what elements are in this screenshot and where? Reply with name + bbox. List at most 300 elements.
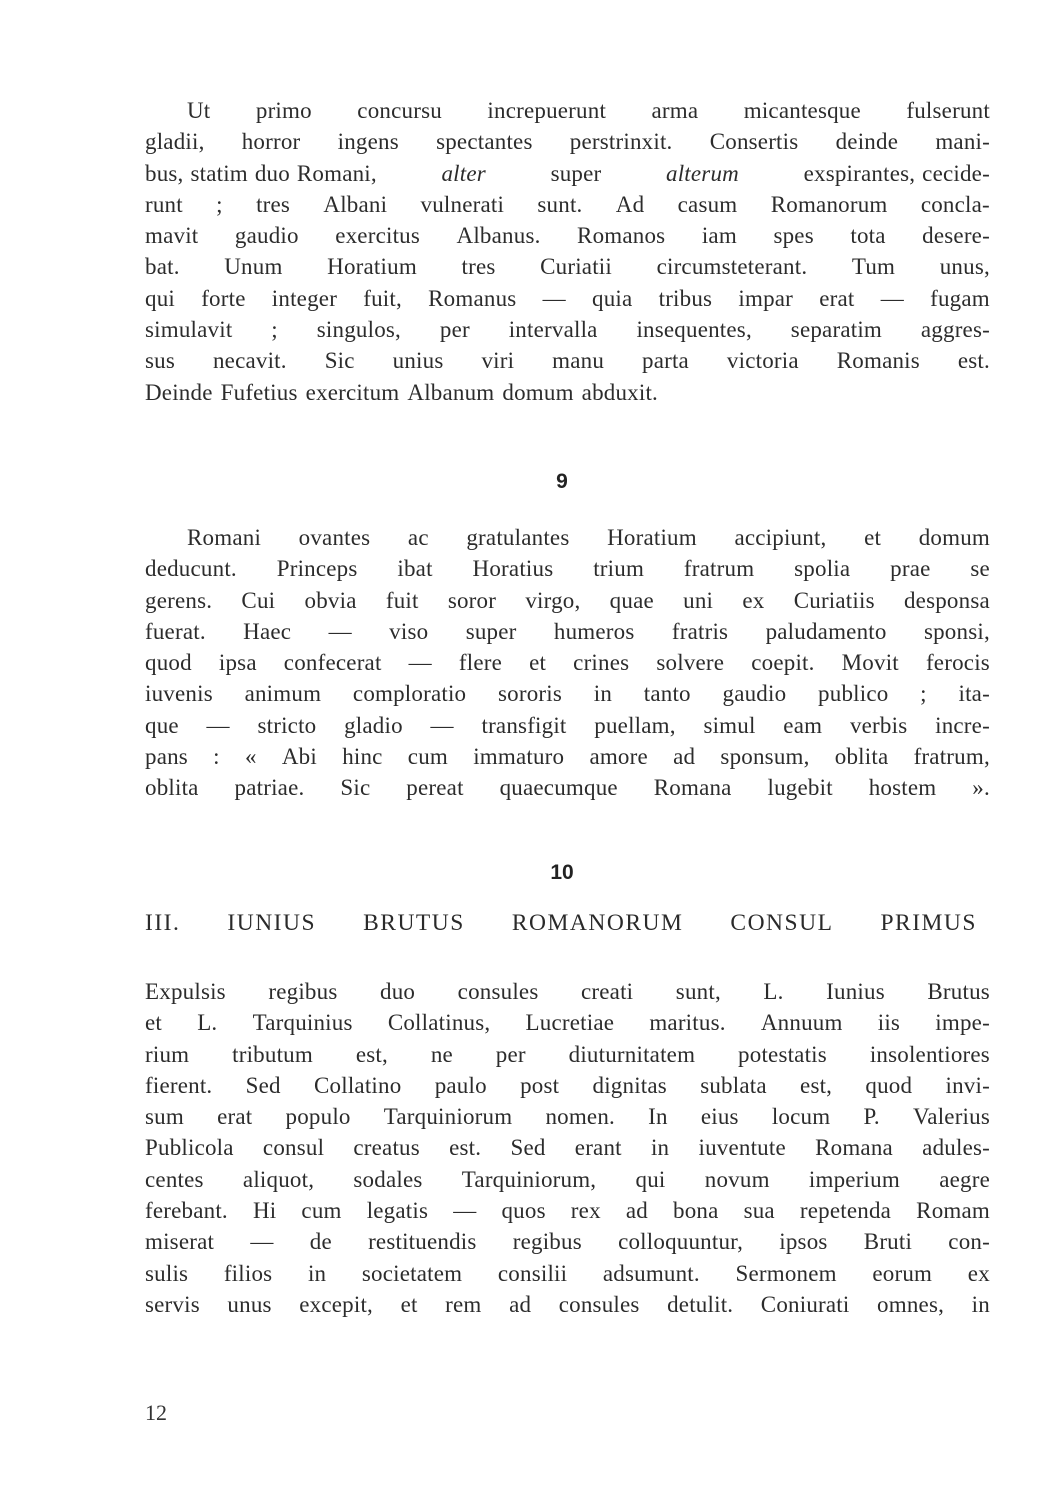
word: consilii: [497, 1260, 568, 1286]
word: accipiunt,: [734, 525, 827, 550]
word: transfigit: [481, 712, 567, 738]
text-line-italic-mix: [145, 158, 990, 189]
word: simul: [703, 712, 756, 738]
word: quod: [865, 1072, 913, 1098]
text-line: [145, 189, 990, 220]
word: prae: [890, 556, 931, 582]
word: impe-: [935, 1010, 990, 1036]
word: concursu: [357, 98, 442, 123]
word: super: [465, 618, 517, 644]
word: servis: [145, 1291, 200, 1317]
word: Deinde: [145, 379, 213, 405]
word: eorum: [872, 1260, 933, 1286]
word: sponsi,: [923, 618, 990, 644]
word: Horatius: [472, 556, 554, 582]
word: paludamento: [765, 618, 887, 644]
word: sodales: [353, 1166, 423, 1192]
word: de: [309, 1229, 332, 1255]
word: iam: [701, 223, 737, 249]
text-segment-italic: alter: [441, 160, 486, 186]
text-segment: super: [550, 160, 602, 186]
word: imperium: [808, 1166, 900, 1192]
word: Coniurati: [760, 1291, 850, 1317]
text-line: [145, 251, 990, 282]
word: erant: [574, 1135, 622, 1161]
word: Haec: [243, 618, 292, 644]
text-segment-italic: alterum: [666, 160, 739, 186]
word: gaudio: [234, 223, 299, 249]
word: Romanis: [836, 348, 920, 374]
word: In: [648, 1104, 668, 1130]
word: quod: [145, 650, 192, 676]
word: desere-: [922, 223, 990, 249]
word: quae: [609, 587, 654, 613]
word: unus,: [939, 254, 990, 280]
word: cum: [407, 744, 448, 770]
word: et: [145, 1010, 162, 1036]
word: societatem: [361, 1260, 463, 1286]
word: immaturo: [473, 744, 565, 770]
word: Albanum: [407, 379, 495, 405]
word: lugebit: [767, 775, 833, 801]
word: quaecumque: [499, 775, 618, 801]
word: exercitus: [335, 223, 421, 249]
word: exercitum: [305, 379, 400, 405]
word: aliquot,: [242, 1166, 315, 1192]
text-line: [145, 678, 990, 709]
word: ex: [967, 1260, 990, 1286]
word: insequentes,: [636, 317, 752, 343]
word: eius: [700, 1104, 739, 1130]
text-line: [145, 976, 990, 1007]
word: gladii,: [145, 129, 205, 155]
word: sunt,: [675, 979, 721, 1004]
word: trium: [593, 556, 645, 582]
word: Cui: [241, 587, 276, 613]
word: viso: [389, 618, 429, 644]
word: fuit,: [363, 285, 402, 311]
word: Lucretiae: [525, 1010, 615, 1036]
word: centes: [145, 1166, 204, 1192]
text-line: [145, 710, 990, 741]
word: fuit: [385, 587, 419, 613]
word: confecerat: [283, 650, 382, 676]
word: horror: [241, 129, 301, 155]
word: primo: [255, 98, 312, 123]
word: Annuum: [760, 1010, 843, 1036]
word: per: [439, 317, 470, 343]
word: ferocis: [925, 650, 990, 676]
word: Publicola: [145, 1135, 234, 1161]
word: —: [453, 1198, 477, 1224]
text-segment: bus, statim duo Romani,: [145, 160, 377, 186]
word: Romanorum: [770, 191, 888, 217]
word: con-: [948, 1229, 990, 1255]
word: fugam: [930, 285, 990, 311]
word: flere: [458, 650, 503, 676]
word: paulo: [434, 1072, 487, 1098]
word: Romam: [916, 1198, 990, 1224]
word: Consertis: [709, 129, 799, 155]
word: Romani: [187, 525, 262, 550]
word: in: [593, 681, 613, 707]
chapter-heading: [145, 910, 977, 937]
word: rem: [445, 1291, 482, 1317]
paragraph-3: [145, 976, 990, 1320]
word: Curiatii: [540, 254, 612, 280]
word: colloquuntur,: [618, 1229, 744, 1255]
word: consules: [457, 979, 539, 1004]
text-line: [145, 1195, 990, 1226]
word: Sed: [245, 1072, 281, 1098]
word: virgo,: [525, 587, 581, 613]
word: comploratio: [352, 681, 467, 707]
word: Unum: [224, 254, 283, 280]
word: detulit.: [667, 1291, 734, 1317]
word: populo: [285, 1104, 351, 1130]
word: ipsa: [218, 650, 257, 676]
word: et: [529, 650, 547, 676]
word: dignitas: [592, 1072, 667, 1098]
word: publico: [818, 681, 889, 707]
word: coepit.: [751, 650, 815, 676]
word: —: [542, 285, 566, 311]
word: ingens: [337, 129, 399, 155]
word: mavit: [145, 223, 199, 249]
word: domum: [502, 379, 574, 405]
word: domum: [918, 525, 990, 550]
word: —: [408, 650, 432, 676]
word: diuturnitatem: [568, 1041, 696, 1067]
word: sororis: [497, 681, 562, 707]
word: quos: [501, 1198, 546, 1224]
word: insolentiores: [869, 1041, 990, 1067]
word: simulavit: [145, 317, 233, 343]
word: concla-: [920, 191, 990, 217]
text-line: [145, 1164, 990, 1195]
word: unus: [227, 1291, 272, 1317]
word: Expulsis: [145, 979, 226, 1004]
word: bona: [673, 1198, 719, 1224]
word: cum: [301, 1198, 342, 1224]
word: erat: [819, 285, 855, 311]
word: tres: [256, 191, 291, 217]
heading-word: III.: [145, 910, 181, 936]
word: que: [145, 712, 179, 738]
word: adules-: [922, 1135, 990, 1161]
word: Horatium: [327, 254, 417, 280]
word: omnes,: [877, 1291, 945, 1317]
word: in: [971, 1291, 990, 1317]
word: Sic: [340, 775, 371, 801]
word: intervalla: [508, 317, 598, 343]
word: Sic: [324, 348, 355, 374]
heading-word: IUNIUS: [227, 910, 317, 936]
word: tribus: [658, 285, 713, 311]
word: in: [650, 1135, 670, 1161]
text-line: [145, 1070, 990, 1101]
word: fratris: [671, 618, 729, 644]
word: rex: [570, 1198, 601, 1224]
word: regibus: [268, 979, 338, 1004]
word: ;: [216, 191, 223, 217]
word: ad: [509, 1291, 532, 1317]
word: Sed: [510, 1135, 546, 1161]
word: Horatium: [607, 525, 697, 550]
word: Valerius: [913, 1104, 990, 1130]
word: Curiatiis: [793, 587, 875, 613]
text-line: [145, 95, 990, 126]
word: eam: [783, 712, 823, 738]
word: fratrum: [683, 556, 755, 582]
word: singulos,: [316, 317, 401, 343]
word: Albani: [323, 191, 388, 217]
word: circumsteterant.: [656, 254, 808, 280]
word: puellam,: [594, 712, 676, 738]
text-line: [145, 283, 990, 314]
word: adsumunt.: [602, 1260, 700, 1286]
word: Romana: [815, 1135, 893, 1161]
word: tota: [850, 223, 886, 249]
text-line: [145, 616, 990, 647]
word: ac: [407, 525, 429, 550]
word: ne: [430, 1041, 453, 1067]
word: fuerat.: [145, 618, 206, 644]
word: pereat: [406, 775, 464, 801]
word: Abi: [281, 744, 317, 770]
word: sublata: [700, 1072, 767, 1098]
paragraph-2: [145, 522, 990, 804]
word: humeros: [553, 618, 635, 644]
word: excepit,: [299, 1291, 374, 1317]
text-line: [145, 1258, 990, 1289]
word: et: [400, 1291, 418, 1317]
heading-word: BRUTUS: [363, 910, 465, 936]
text-line: [145, 1289, 990, 1320]
word: Collatino: [314, 1072, 402, 1098]
word: per: [495, 1041, 526, 1067]
word: separatim: [790, 317, 883, 343]
word: Romanos: [577, 223, 666, 249]
word: erat: [217, 1104, 253, 1130]
word: vulnerati: [420, 191, 505, 217]
word: sunt.: [537, 191, 583, 217]
word: ;: [920, 681, 927, 707]
word: ad: [625, 1198, 648, 1224]
word: uni: [683, 587, 714, 613]
word: —: [206, 712, 230, 738]
word: verbis: [849, 712, 908, 738]
word: Fufetius: [220, 379, 298, 405]
word: Princeps: [276, 556, 358, 582]
word: ex: [742, 587, 765, 613]
word: Romana: [653, 775, 732, 801]
word: fulserunt: [906, 98, 990, 123]
word: solvere: [656, 650, 725, 676]
word: qui: [145, 285, 175, 311]
word: est,: [800, 1072, 833, 1098]
word: Tarquinius: [252, 1010, 353, 1036]
word: tributum: [232, 1041, 313, 1067]
word: ad: [673, 744, 696, 770]
word: fratrum,: [913, 744, 990, 770]
word: increpuerunt: [487, 98, 607, 123]
text-line: [145, 1101, 990, 1132]
word: oblita: [834, 744, 889, 770]
word: runt: [145, 191, 183, 217]
word: desponsa: [903, 587, 990, 613]
word: gerens.: [145, 587, 213, 613]
word: —: [430, 712, 454, 738]
word: —: [328, 618, 352, 644]
word: fierent.: [145, 1072, 213, 1098]
word: consules: [558, 1291, 640, 1317]
text-segment: exspirantes, cecide-: [803, 160, 990, 186]
word: spes: [773, 223, 814, 249]
word: animum: [244, 681, 322, 707]
word: hostem: [868, 775, 937, 801]
word: Hi: [252, 1198, 277, 1224]
word: ferebant.: [145, 1198, 228, 1224]
paragraph-1: [145, 95, 990, 408]
word: abduxit.: [581, 379, 659, 405]
word: ;: [271, 317, 278, 343]
text-line: [145, 1007, 990, 1038]
word: «: [244, 744, 257, 770]
word: ovantes: [298, 525, 371, 550]
text-line: [145, 647, 990, 678]
word: locum: [771, 1104, 831, 1130]
word: Brutus: [927, 979, 990, 1004]
word: victoria: [726, 348, 799, 374]
word: casum: [677, 191, 738, 217]
word: Sermonem: [735, 1260, 837, 1286]
word: post: [520, 1072, 560, 1098]
word: deducunt.: [145, 556, 237, 582]
word: est,: [355, 1041, 388, 1067]
word: Tarquiniorum: [383, 1104, 513, 1130]
word: —: [250, 1229, 274, 1255]
word: sus: [145, 348, 176, 374]
heading-word: ROMANORUM: [511, 910, 684, 936]
word: gaudio: [722, 681, 787, 707]
word: :: [213, 744, 220, 770]
section-number-9: 9: [556, 470, 568, 493]
word: integer: [271, 285, 338, 311]
text-line: [145, 220, 990, 251]
word: gratulantes: [466, 525, 570, 550]
word: spectantes: [436, 129, 533, 155]
word: Collatinus,: [387, 1010, 491, 1036]
text-line: [145, 522, 990, 553]
text-line: [145, 345, 990, 376]
word: duo: [380, 979, 416, 1004]
word: Ad: [615, 191, 645, 217]
word: novum: [704, 1166, 770, 1192]
word: forte: [201, 285, 246, 311]
word: est.: [957, 348, 990, 374]
word: aegre: [939, 1166, 990, 1192]
word: arma: [651, 98, 699, 123]
word: rium: [145, 1041, 190, 1067]
word: quia: [592, 285, 633, 311]
word: L.: [763, 979, 784, 1004]
word: ipsos: [779, 1229, 828, 1255]
word: soror: [447, 587, 497, 613]
word: pans: [145, 744, 188, 770]
word: sum: [145, 1104, 184, 1130]
word: L.: [197, 1010, 218, 1036]
word: miserat: [145, 1229, 215, 1255]
word: in: [307, 1260, 327, 1286]
text-line: [145, 126, 990, 157]
text-line: [145, 377, 990, 408]
word: Ut: [187, 98, 211, 123]
word: ita-: [958, 681, 990, 707]
word: consul: [262, 1135, 325, 1161]
text-line: [145, 585, 990, 616]
word: oblita: [145, 775, 199, 801]
word: nomen.: [545, 1104, 615, 1130]
word: unius: [392, 348, 444, 374]
word: P.: [863, 1104, 880, 1130]
word: tres: [461, 254, 496, 280]
word: obvia: [304, 587, 357, 613]
word: impar: [738, 285, 794, 311]
word: crines: [573, 650, 630, 676]
word: parta: [642, 348, 689, 374]
word: Romanus: [428, 285, 517, 311]
word: micantesque: [743, 98, 861, 123]
word: Tum: [851, 254, 896, 280]
word: invi-: [945, 1072, 990, 1098]
word: aggres-: [920, 317, 990, 343]
word: sua: [743, 1198, 775, 1224]
word: repetenda: [799, 1198, 892, 1224]
word: amore: [589, 744, 648, 770]
word: incre-: [935, 712, 990, 738]
word: se: [970, 556, 990, 582]
word: Bruti: [863, 1229, 913, 1255]
word: est.: [449, 1135, 482, 1161]
word: ».: [972, 775, 990, 801]
word: tanto: [643, 681, 691, 707]
word: necavit.: [212, 348, 287, 374]
word: creatus: [353, 1135, 420, 1161]
word: manu: [552, 348, 605, 374]
word: potestatis: [738, 1041, 827, 1067]
heading-word: CONSUL: [730, 910, 834, 936]
word: Tarquiniorum,: [461, 1166, 597, 1192]
text-line: [145, 1132, 990, 1163]
word: iuventute: [698, 1135, 786, 1161]
text-line: [145, 741, 990, 772]
word: Movit: [841, 650, 899, 676]
word: Albanus.: [456, 223, 541, 249]
word: bat.: [145, 254, 180, 280]
page-number: 12: [145, 1400, 167, 1425]
text-line: [145, 1226, 990, 1257]
word: sponsum,: [720, 744, 810, 770]
word: filios: [223, 1260, 273, 1286]
text-line: [145, 314, 990, 345]
word: iuvenis: [145, 681, 213, 707]
word: patriae.: [234, 775, 305, 801]
heading-word: PRIMUS: [880, 910, 977, 936]
word: qui: [635, 1166, 666, 1192]
word: spolia: [794, 556, 851, 582]
section-number-10: 10: [550, 861, 574, 884]
